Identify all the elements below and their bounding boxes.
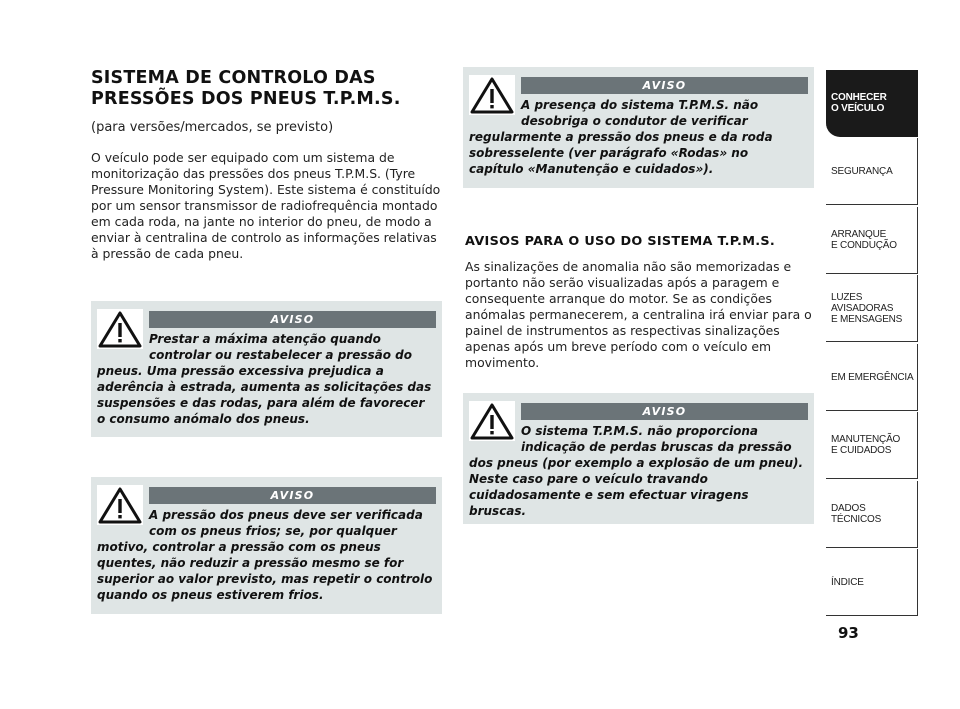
nav-tab-conhecer-o-veiculo[interactable]: CONHECER O VEÍCULO	[826, 70, 918, 137]
nav-tab-em-emergencia[interactable]: EM EMERGÊNCIA	[826, 344, 918, 411]
nav-tab-dados-tecnicos[interactable]: DADOS TÉCNICOS	[826, 481, 918, 548]
warning-text: A pressão dos pneus deve ser verificada com os pneus frios; se, por qualquer motivo, controlar a pressão com os pneus quentes, não reduzir a pressão mesmo se for superior ao valor previsto, mas repetir o controlo quando os pneus estiverem frios.	[97, 508, 433, 602]
warning-box	[463, 393, 814, 524]
page-number: 93	[838, 624, 859, 642]
warning-text: O sistema T.P.M.S. não proporciona indicação de perdas bruscas da pressão dos pneus (por exemplo a explosão de um pneu). Neste caso pare o veículo travando cuidadosamente e sem efectuar viragens bruscas.	[469, 424, 804, 518]
warning-box	[91, 301, 442, 437]
nav-tab-indice[interactable]: ÍNDICE	[826, 549, 918, 616]
warning-text: A presença do sistema T.P.M.S. não desobriga o condutor de verificar regularmente a pressão dos pneus e da roda sobresselente (ver parágrafo «Rodas» no capítulo «Manutenção e cuidados»).	[469, 98, 773, 176]
warning-box	[463, 67, 814, 188]
warning-box	[91, 477, 442, 614]
section-title: SISTEMA DE CONTROLO DAS PRESSÕES DOS PNEUS T.P.M.S.	[91, 68, 401, 109]
intro-paragraph: O veículo pode ser equipado com um sistema de monitorização das pressões dos pneus T.P.M.S. (Tyre Pressure Monitoring System). Este sistema é constituído por um sensor transmissor de radiofrequência montado em cada roda, na jante no interior do pneu, de modo a enviar à centralina de controlo as informações relativas à pressão de cada pneu.	[91, 150, 441, 261]
section-subtitle: (para versões/mercados, se previsto)	[91, 120, 334, 135]
avisos-heading: AVISOS PARA O USO DO SISTEMA T.P.M.S.	[465, 234, 776, 249]
nav-tab-seguranca[interactable]: SEGURANÇA	[826, 138, 918, 205]
warning-label: AVISO	[521, 403, 808, 420]
avisos-paragraph: As sinalizações de anomalia não são memorizadas e portanto não serão visualizadas após a paragem e consequente arranque do motor. Se as condições anómalas permanecerem, a centralina irá enviar para o painel de instrumentos as respectivas sinalizações apenas após um breve período com o veículo em movimento.	[465, 259, 812, 370]
chapter-nav	[826, 70, 918, 618]
warning-label: AVISO	[521, 77, 808, 94]
nav-tab-manutencao-e-cuidados[interactable]: MANUTENÇÃO E CUIDADOS	[826, 412, 918, 479]
warning-label: AVISO	[149, 487, 436, 504]
nav-tab-arranque-e-conducao[interactable]: ARRANQUE E CONDUÇÃO	[826, 207, 918, 274]
warning-text: Prestar a máxima atenção quando controlar ou restabelecer a pressão do pneus. Uma pressão excessiva prejudica a aderência à estrada, aumenta as solicitações das suspensões e das rodas, para além de favorecer o consumo anómalo dos pneus.	[97, 332, 432, 426]
nav-tab-luzes-avisadoras[interactable]: LUZES AVISADORAS E MENSAGENS	[826, 275, 918, 342]
warning-label: AVISO	[149, 311, 436, 328]
